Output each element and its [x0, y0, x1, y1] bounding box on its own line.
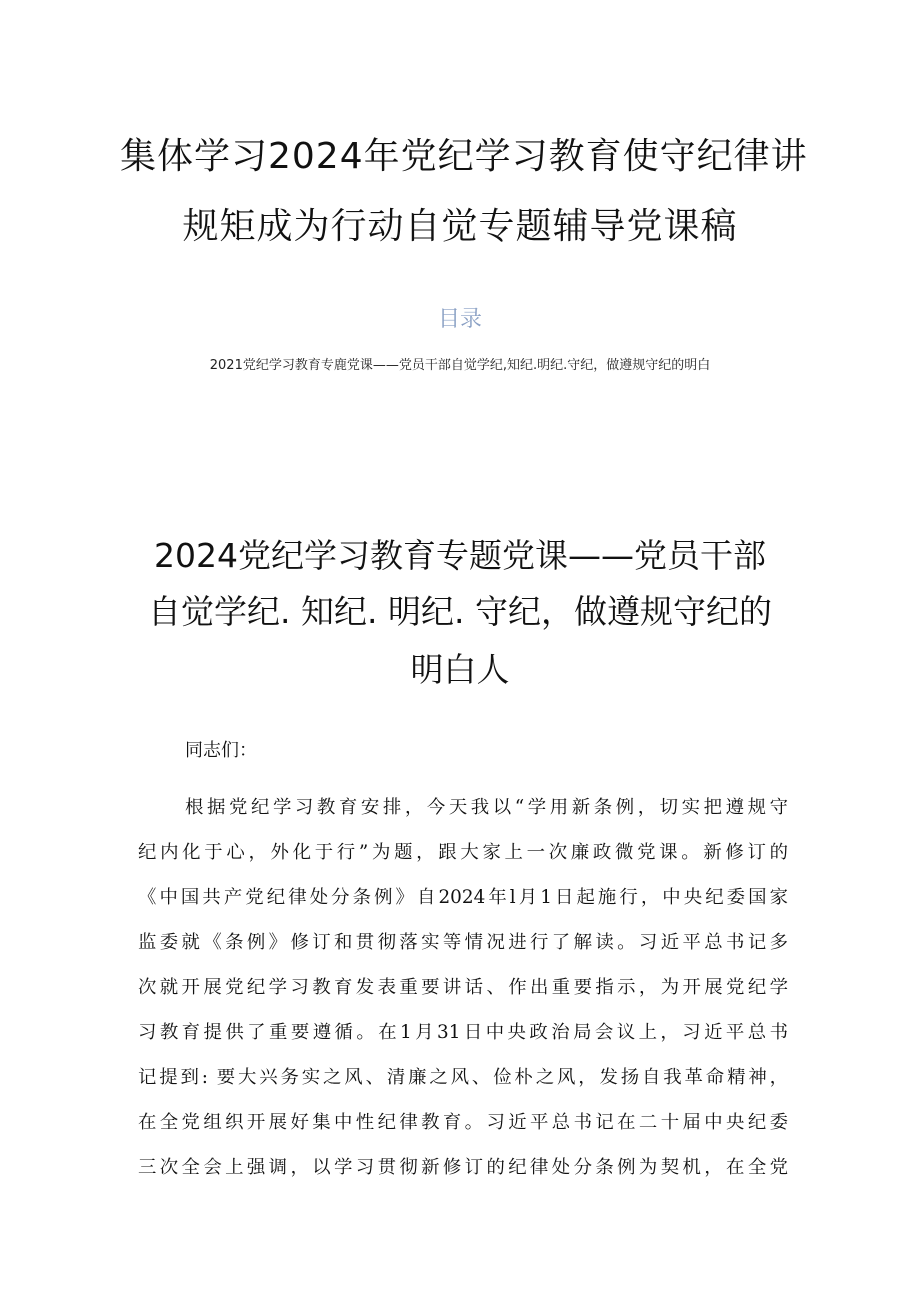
- body-line-1: 根据党纪学习教育安排，今天我以“学用新条例，切实把遵规守: [185, 797, 788, 818]
- section-title-line-3: 明白人: [410, 650, 510, 689]
- body-line-5: 次就开展党纪学习教育发表重要讲话、作出重要指示，为开展党纪学: [138, 977, 788, 998]
- toc-entry-link[interactable]: 2021党纪学习教育专鹿党课——党员干部自觉学纪,知纪.明纪.守纪，做遵规守纪的明白: [209, 358, 711, 373]
- body-line-8: 在全党组织开展好集中性纪律教育。习近平总书记在二十届中央纪委: [138, 1112, 788, 1133]
- toc-heading: 目录: [437, 307, 482, 332]
- body-line-3: 《中国共产党纪律处分条例》自2024年l月1日起施行，中央纪委国家: [138, 887, 788, 908]
- body-line-4: 监委就《条例》修订和贯彻落实等情况进行了解读。习近平总书记多: [138, 932, 788, 953]
- section-title-line-2: 自觉学纪. 知纪. 明纪. 守纪，做遵规守纪的: [148, 592, 772, 631]
- salutation: 同志们：: [185, 740, 257, 761]
- body-line-9: 三次全会上强调，以学习贯彻新修订的纪律处分条例为契机，在全党: [138, 1157, 788, 1178]
- document-title-line-2: 规矩成为行动自觉专题辅导党课稿: [182, 206, 738, 247]
- body-line-2: 纪内化于心，外化于行”为题，跟大家上一次廉政微党课。新修订的: [138, 842, 788, 863]
- body-line-7: 记提到: 要大兴务实之风、清廉之风、俭朴之风，发扬自我革命精神，: [138, 1067, 788, 1088]
- section-title-line-1: 2024党纪学习教育专题党课——党员干部: [154, 536, 766, 575]
- body-line-6: 习教育提供了重要遵循。在1月31日中央政治局会议上，习近平总书: [138, 1022, 788, 1043]
- document-title-line-1: 集体学习2024年党纪学习教育使守纪律讲: [120, 136, 808, 177]
